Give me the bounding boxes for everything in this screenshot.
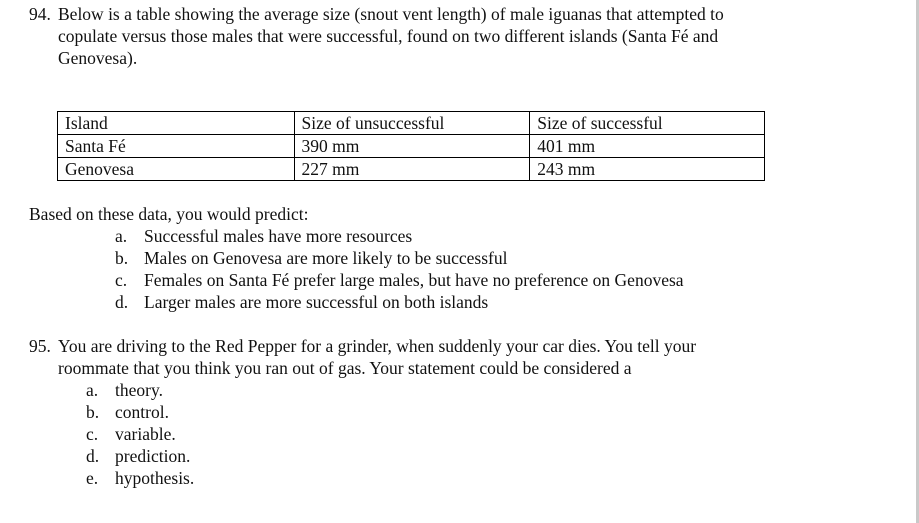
table-row	[58, 135, 765, 158]
option-letter: d.	[115, 292, 129, 312]
table-row	[58, 158, 765, 181]
option-text: variable.	[115, 424, 176, 444]
table-cell: 243 mm	[530, 158, 765, 181]
table-cell: Santa Fé	[58, 135, 295, 158]
question-number: 95.	[29, 336, 51, 356]
option-letter: a.	[115, 226, 128, 246]
answer-option	[86, 379, 194, 401]
question-line: You are driving to the Red Pepper for a grinder, when suddenly your car dies. You tell your	[58, 336, 697, 356]
answer-option	[86, 423, 194, 445]
option-text: hypothesis.	[115, 468, 195, 488]
table-cell: 227 mm	[294, 158, 530, 181]
option-text: Larger males are more successful on both islands	[144, 292, 489, 312]
option-letter: c.	[115, 270, 128, 290]
question-line: Genovesa).	[58, 48, 138, 68]
option-text: control.	[115, 402, 169, 422]
table-cell: Genovesa	[58, 158, 295, 181]
table-header-row	[58, 112, 765, 135]
table-cell: 401 mm	[530, 135, 765, 158]
question-line: copulate versus those males that were successful, found on two different islands (Santa Fé and	[58, 26, 719, 46]
table-cell: 390 mm	[294, 135, 530, 158]
answer-option	[115, 269, 684, 291]
answer-option	[115, 247, 684, 269]
question-number: 94.	[29, 4, 51, 24]
answer-option	[115, 291, 684, 313]
answer-options-94	[115, 225, 684, 313]
answer-options-95	[86, 379, 194, 489]
option-letter: b.	[115, 248, 129, 268]
question-line: roommate that you think you ran out of gas. Your statement could be considered a	[58, 358, 632, 378]
answer-option	[86, 467, 194, 489]
header-cell-successful: Size of successful	[530, 112, 765, 135]
answer-option	[86, 401, 194, 423]
option-letter: b.	[86, 402, 100, 422]
question-94	[29, 3, 809, 69]
answer-option	[115, 225, 684, 247]
option-text: Successful males have more resources	[144, 226, 413, 246]
option-text: prediction.	[115, 446, 191, 466]
option-text: theory.	[115, 380, 163, 400]
header-cell-island: Island	[58, 112, 295, 135]
iguana-size-table	[57, 111, 765, 181]
answer-option	[86, 445, 194, 467]
option-letter: a.	[86, 380, 99, 400]
option-text: Males on Genovesa are more likely to be successful	[144, 248, 508, 268]
question-95	[29, 335, 809, 379]
option-letter: e.	[86, 468, 99, 488]
question-line: Below is a table showing the average size (snout vent length) of male iguanas that attempted to	[58, 4, 724, 24]
option-letter: d.	[86, 446, 100, 466]
option-text: Females on Santa Fé prefer large males, but have no preference on Genovesa	[144, 270, 684, 290]
question-prompt: Based on these data, you would predict:	[29, 204, 309, 224]
header-cell-unsuccessful: Size of unsuccessful	[294, 112, 530, 135]
option-letter: c.	[86, 424, 99, 444]
